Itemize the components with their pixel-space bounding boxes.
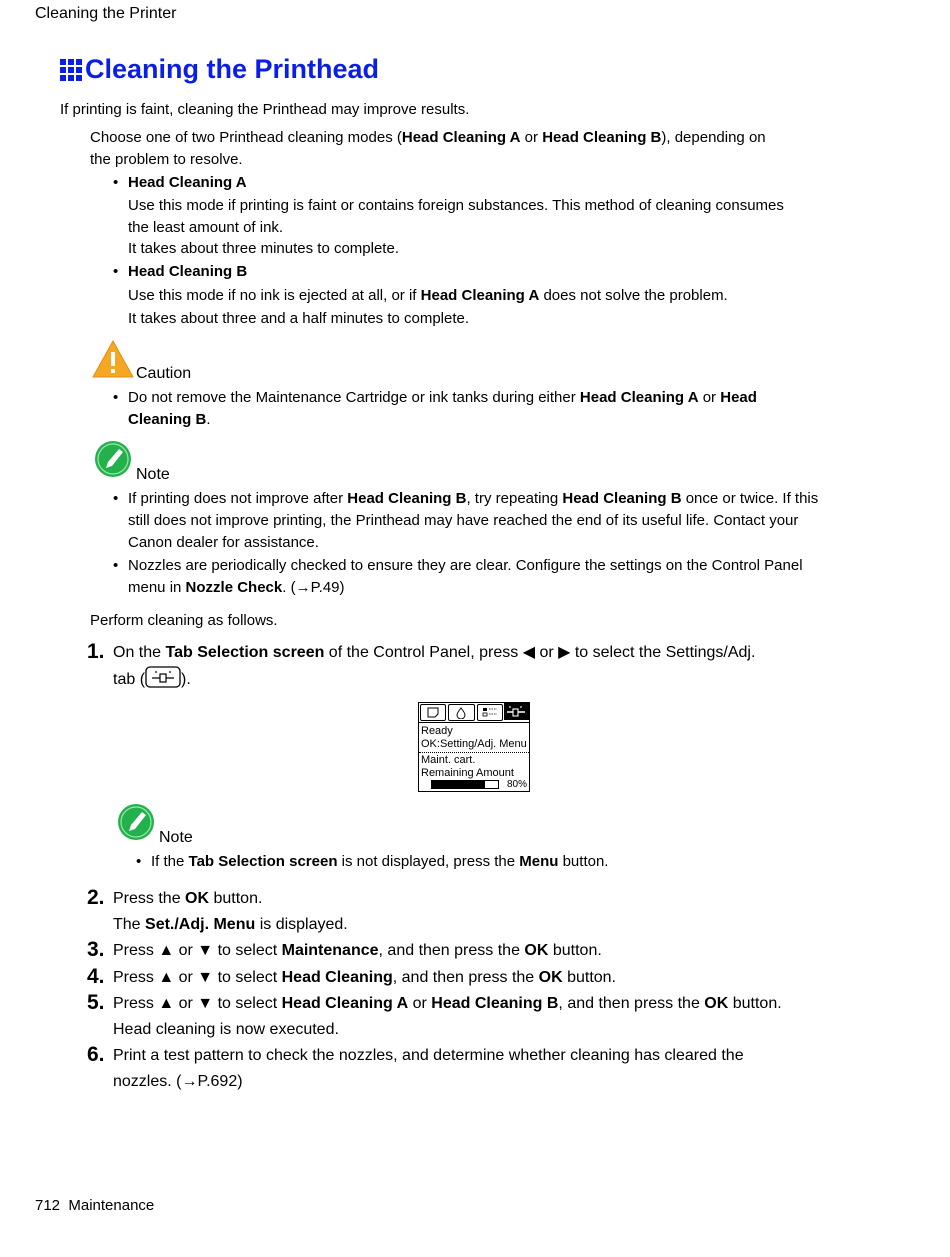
paper-tab-icon (420, 704, 446, 721)
job-tab-icon (477, 704, 503, 721)
step-text: Press the OK button. The Set./Adj. Menu is displayed. (113, 890, 348, 933)
intro-text: If printing is faint, cleaning the Printhead may improve results. (60, 101, 470, 118)
step-number: 4. (87, 965, 105, 988)
mode-a-description: Use this mode if printing is faint or contains foreign substances. This method of cleaning consumes the least amount of ink. (128, 197, 784, 236)
step-text: Print a test pattern to check the nozzles, and determine whether cleaning has cleared the nozzles. (→P.692) (113, 1047, 744, 1090)
mode-a-time: It takes about three minutes to complete. (128, 240, 399, 257)
step-number: 1. (87, 640, 105, 663)
note-pencil-icon (117, 803, 155, 845)
ink-tab-icon (448, 704, 474, 721)
step-text: Press ▲ or ▼ to select Maintenance, and then press the OK button. (113, 942, 602, 959)
running-header: Cleaning the Printer (35, 5, 177, 22)
step-number: 6. (87, 1043, 105, 1066)
remaining-amount-fill (432, 781, 485, 788)
lcd-menu-hint: OK:Setting/Adj. Menu (421, 738, 527, 750)
note-item: • Nozzles are periodically checked to ensure they are clear. Configure the settings on the Control Panel menu in Nozzle Check. (→P.49) (113, 557, 803, 596)
lcd-divider (419, 752, 529, 753)
step-text: Press ▲ or ▼ to select Head Cleaning, and then press the OK button. (113, 969, 616, 986)
note-item: • If printing does not improve after Head Cleaning B, try repeating Head Cleaning B once or twice. If this still does not improve printing, the Printhead may have reached the end of its useful life. Contact your Canon dealer for assistance. (113, 490, 819, 551)
step-text: Press ▲ or ▼ to select Head Cleaning A or Head Cleaning B, and then press the OK button. Head cleaning is now executed. (113, 995, 782, 1038)
lcd-maint-cart: Maint. cart. (421, 754, 476, 766)
grid-heading-icon (60, 59, 82, 81)
mode-a-item: • Head Cleaning A (113, 174, 247, 191)
page-title: Cleaning the Printhead (85, 54, 380, 84)
caution-triangle-icon (92, 340, 134, 382)
settings-tab-icon (145, 666, 181, 697)
caution-item: • Do not remove the Maintenance Cartridge or ink tanks during either Head Cleaning A or Head Cleaning B. (113, 389, 757, 428)
page-footer (35, 1197, 154, 1214)
step-number: 2. (87, 886, 105, 909)
step-number: 3. (87, 938, 105, 961)
note-item: • If the Tab Selection screen is not displayed, press the Menu button. (136, 853, 609, 870)
lcd-status-line: Ready (421, 725, 453, 737)
section-heading (60, 54, 379, 85)
caution-label: Caution (136, 365, 192, 382)
perform-text: Perform cleaning as follows. (90, 612, 278, 629)
mode-b-description: Use this mode if no ink is ejected at all, or if Head Cleaning A does not solve the problem. (128, 287, 728, 304)
lcd-tab-bar (419, 703, 529, 723)
note-label: Note (136, 466, 170, 483)
remaining-amount-bar (431, 780, 499, 789)
note-label: Note (159, 829, 193, 846)
control-panel-screen (418, 702, 530, 792)
mode-b-time: It takes about three and a half minutes to complete. (128, 310, 470, 327)
mode-b-item: • Head Cleaning B (113, 263, 248, 280)
lcd-remaining-label: Remaining Amount (421, 767, 514, 779)
remaining-amount-percent: 80% (507, 779, 528, 790)
step-text: On the Tab Selection screen of the Control Panel, press ◀ or ▶ to select the Settings/Adj. tab ( ). (113, 640, 755, 697)
note-pencil-icon (94, 440, 132, 482)
modes-intro: Choose one of two Printhead cleaning modes (Head Cleaning A or Head Cleaning B), depending on the problem to resolve. (90, 129, 766, 168)
step-number: 5. (87, 991, 105, 1014)
footer-section: Maintenance (68, 1197, 155, 1214)
settings-tab-icon (504, 703, 529, 720)
page-number: 712 (35, 1197, 61, 1214)
